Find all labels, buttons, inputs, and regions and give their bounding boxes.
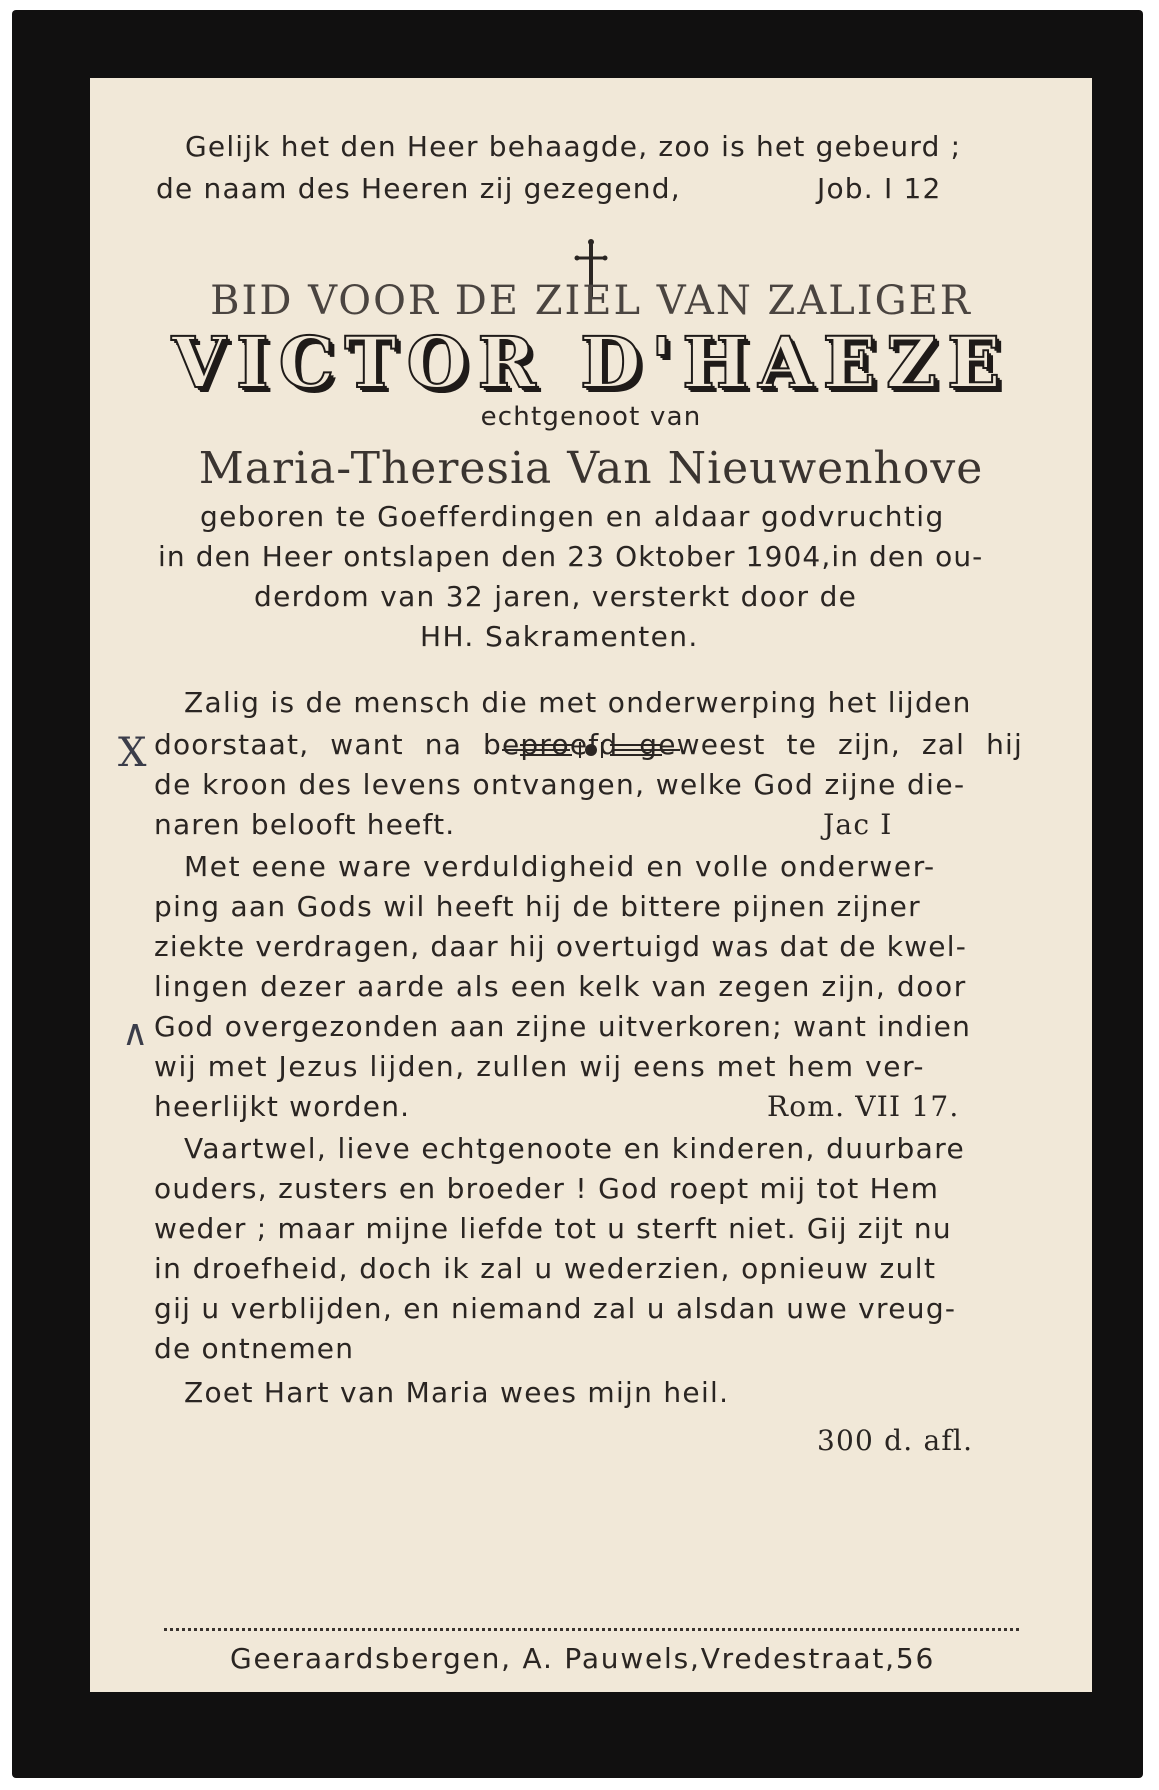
verse-reference: Job. I 12 [817, 172, 942, 205]
paragraph-2-line: God overgezonden aan zijne uitverkoren; want indien [154, 1010, 972, 1043]
paragraph-1-line: Zalig is de mensch die met onderwerping het lijden [184, 686, 972, 719]
paragraph-3-line: de ontnemen [154, 1332, 355, 1365]
paragraph-1-reference: Jac I [823, 808, 893, 841]
bio-line: derdom van 32 jaren, versterkt door de [254, 580, 858, 613]
paragraph-3-line: in droefheid, doch ik zal u wederzien, opnieuw zult [154, 1252, 937, 1285]
word: na [424, 728, 463, 761]
prayer: Zoet Hart van Maria wees mijn heil. [184, 1376, 730, 1409]
paragraph-2-reference: Rom. VII 17. [767, 1090, 960, 1123]
word: beproefd [483, 728, 619, 761]
memorial-card [90, 78, 1092, 1692]
mourning-card-border [12, 10, 1143, 1778]
printer-imprint: Geeraardsbergen, A. Pauwels,Vredestraat,56 [230, 1642, 936, 1675]
spouse-name: Maria-Theresia Van Nieuwenhove [198, 443, 984, 494]
verse-line-1: Gelijk het den Heer behaagde, zoo is het gebeurd ; [185, 130, 962, 163]
word: te [786, 728, 818, 761]
paragraph-3-line: Vaartwel, lieve echtgenoote en kinderen, duurbare [184, 1132, 966, 1165]
bio-line: geboren te Goefferdingen en aldaar godvruchtig [200, 500, 945, 533]
paragraph-2-line: heerlijkt worden. [154, 1090, 411, 1123]
word: geweest [639, 728, 766, 761]
paragraph-1-line: de kroon des levens ontvangen, welke God zijne die- [154, 768, 966, 801]
paragraph-3-line: ouders, zusters en broeder ! God roept mij tot Hem [154, 1172, 940, 1205]
spouse-intro: echtgenoot van [480, 402, 702, 432]
word: zal [921, 728, 966, 761]
word: zijn, [838, 728, 901, 761]
paragraph-3-line: gij u verblijden, en niemand zal u alsdan uwe vreug- [154, 1292, 957, 1325]
paragraph-3-line: weder ; maar mijne liefde tot u sterft niet. Gij zijt nu [154, 1212, 952, 1245]
paragraph-2-line: ping aan Gods wil heeft hij de bittere pijnen zijner [154, 890, 921, 923]
indulgence: 300 d. afl. [817, 1424, 974, 1457]
paragraph-2-line: Met eene ware verduldigheid en volle onderwer- [184, 850, 936, 883]
bio-line: in den Heer ontslapen den 23 Oktober 1904,in den ou- [158, 540, 984, 573]
deceased-name: VICTOR D'HAEZE [171, 321, 1011, 404]
paragraph-2-line: ziekte verdragen, daar hij overtuigd was dat de kwel- [154, 930, 968, 963]
verse-line-2: de naam des Heeren zij gezegend, [156, 172, 681, 205]
word: hij [986, 728, 1023, 761]
paragraph-2-line: wij met Jezus lijden, zullen wij eens met hem ver- [154, 1050, 926, 1083]
margin-mark-x: X [118, 730, 147, 776]
heading: BID VOOR DE ZIEL VAN ZALIGER [210, 278, 972, 324]
paragraph-2-line: lingen dezer aarde als een kelk van zegen zijn, door [154, 970, 967, 1003]
bio-line: HH. Sakramenten. [420, 620, 699, 653]
paragraph-1-line-text [154, 728, 1023, 762]
paragraph-1-line [154, 728, 1023, 762]
word: want [330, 728, 404, 761]
word: doorstaat, [154, 728, 310, 761]
dotted-divider [164, 1628, 1019, 1631]
margin-mark-caret: ∧ [122, 1013, 149, 1054]
paragraph-1-line: naren belooft heeft. [154, 808, 456, 841]
